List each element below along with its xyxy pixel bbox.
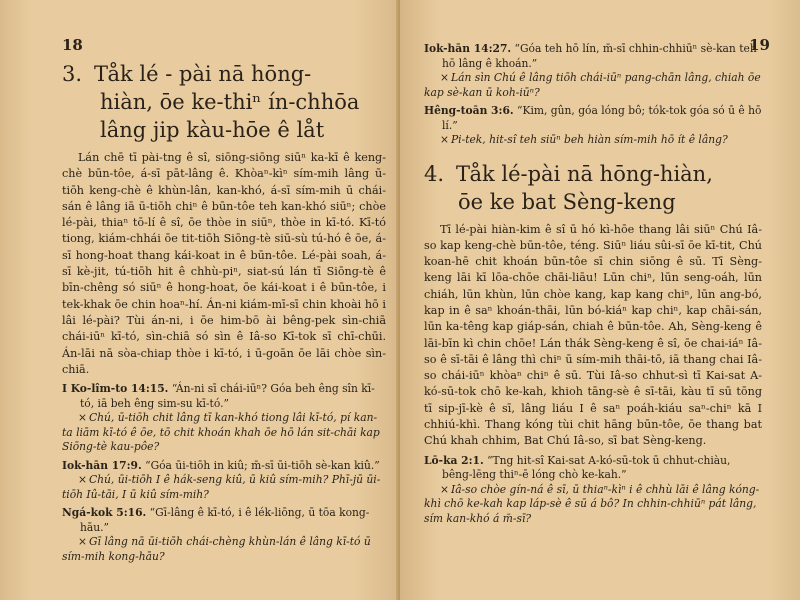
study-question — [62, 411, 386, 455]
verse-ref: Iok-hān 14:27. — [424, 42, 512, 55]
heading-line-2: ōe ke bat Sèng-keng — [458, 189, 676, 214]
verse-text: “Kim, gûn, góa lóng bô; tók-tok góa só ū ê hō lí.” — [442, 104, 762, 132]
scripture-verse — [62, 459, 386, 474]
verse-text: “Tng hit-sî Kai-sat A-kó-sū-tok ū chhut-chiàu, bêng-lēng thiⁿ-ē lóng chò ke-kah.” — [442, 453, 731, 482]
study-question — [424, 483, 762, 527]
question-text: Chú, ūi-tiōh I ê hák-seng kiû, ū kiû sím-mih? Phī-jū ūi-tiōh Iû-tāi, I ū kiû sím-mih? — [62, 473, 381, 501]
heading-number: 4. — [424, 161, 445, 186]
cross-mark-icon: × — [440, 482, 449, 496]
page-number-left: 18 — [62, 36, 83, 54]
study-question — [62, 535, 386, 564]
cross-mark-icon: × — [78, 411, 87, 425]
heading-line-2: hiàn, ōe ke-thiⁿ ín-chhōa — [100, 90, 360, 114]
body-paragraph: Tī lé-pài hiàn-kim ê sî ū hó kì-hōe thang lâi siūⁿ Chú Iâ-so kap keng-chè būn-tôe, téng. Siūⁿ liáu sûi-sī ōe kī-tit, Chú koan-hē chit khoán būn-tôe sī chin siōng ê sū. Tī Sèng-keng lāi kī lōa-chōe chāi-liāu! Lūn chiⁿ, lūn seng-oáh, lūn chiáh, lūn khùn, lūn chòe kang, kap kang chiⁿ, lūn ang-bó, kap in ê saⁿ khoán-thāi, lūn bó-kiáⁿ kap chiⁿ, kap chāi-sán, lūn ka-têng kap giáp-sán, chiah ê būn-tôe. Ah, Sèng-keng ê lāi-bīn kì chin chōe! Lán thák Sèng-keng ê sî, ōe chai-iáⁿ Iâ-so ê sī-tāi ê lâng thì chiⁿ ū sím-mih thāi-tō, iā thang chai Iâ-so chái-iūⁿ khòaⁿ chiⁿ ê sū. Tùi Iâ-so chhut-sì tī Kai-sat A-kó-sū-tok chō ke-kah, khioh tāng-sè ê sī-tāi, kàu tī sū tōng tī sip-jī-kè ê sī, lâng liáu I ê saⁿ poáh-kiáu saⁿ-chiⁿ kā I chhiú-khì. Thang kóng tùi chit hāng būn-tôe, ōe thang bat Chú khah chhim, Bat Chú Iâ-so, sī bat Sèng-keng. — [424, 222, 762, 448]
verse-ref: Iok-hān 17:9. — [62, 458, 142, 472]
study-question — [62, 473, 386, 502]
verse-text: “Góa teh hō lín, m̄-sī chhin-chhiūⁿ sè-kan teh hō lâng ê khoán.” — [442, 42, 757, 70]
heading-line-1: Tåk lé-pài nā hōng-hiàn, — [456, 161, 713, 186]
question-text: Pi-tek, hit-sî teh siūⁿ beh hiàn sím-mih hō ít ê lâng? — [450, 133, 728, 146]
scripture-verse — [424, 454, 762, 483]
verse-ref: Ngá-kok 5:16. — [62, 506, 147, 520]
verse-text: “Án-ni sī chái-iūⁿ? Góa beh êng sîn kī-tó, iā beh êng sim-su kī-tó.” — [80, 382, 375, 410]
heading-line-1: Tåk lé - pài nā hōng- — [94, 62, 312, 86]
verse-ref: I Ko-lîm-to 14:15. — [62, 382, 169, 396]
cross-mark-icon: × — [440, 133, 449, 146]
verse-text: “Gī-lâng ê kī-tó, i ê lék-liōng, ū tōa kong-hāu.” — [80, 506, 370, 534]
verse-text: “Góa ūi-tiōh in kiû; m̄-sī ūi-tiōh sè-kan kiû.” — [145, 458, 380, 472]
cross-mark-icon: × — [78, 473, 87, 487]
heading-number: 3. — [62, 62, 83, 86]
scripture-verse — [424, 104, 762, 133]
question-text: Chú, ū-tiōh chit lâng tī kan-khó tiong lâi kī-tó, pí kan-ta liām kī-tó ê ōe, tō chit khoán khah ōe hō lán sit-chāi kap Siōng-tè kau-pôe? — [62, 411, 380, 454]
body-paragraph: Lán chē tī pài-tng ê sî, siōng-siōng siūⁿ ka-kī ê keng-chè būn-tôe, á-sī pāt-lâng ê. Khòaⁿ-kìⁿ sím-mih lâng ū-tiōh keng-chè ê khùn-lân, kan-khó, á-sī sím-mih ū chái-sán ê lâng iā ū-tiōh chiⁿ ê būn-tôe teh kan-khó siūⁿ; chòe lé-pài, thiaⁿ tō-lí ê sî, ōe thòe in siūⁿ, thòe in kī-tó. Kī-tó tiong, kiám-chhái ōe tit-tiōh Siōng-tè siū-sù tú-hó ê ōe, á-sī hong-hoat thang kái-koat in ê būn-tôe. Lé-pài soah, á-sī kè-jit, tú-tiōh hit ê chhù-piⁿ, siat-sú lán tī Siōng-tè ê bīn-chêng só siūⁿ ê hong-hoat, ōe kái-koat i ê būn-tôe, i tek-khak ōe chin hoaⁿ-hí. Án-ni kiám-mī-sī chin khoài hō i lâi lé-pài? Tùi án-ni, i ōe him-bō ài bêng-pek sìn-chiā chái-iūⁿ kī-tó, sìn-chiā só sìn ê Iâ-so Kī-tok sī chī-chūi. Án-lāi nā sòa-chiap thòe i kī-tó, i ū-goān ōe lāi chòe sìn-chiā. — [62, 151, 386, 376]
right-page — [400, 0, 800, 600]
cross-mark-icon: × — [440, 71, 449, 84]
page-number-right: 19 — [749, 36, 770, 54]
question-text: Gī lâng nā ūi-tiōh chái-chèng khùn-lán ê lâng kī-tó ū sím-mih kong-hāu? — [62, 535, 371, 563]
question-text: Iâ-so chòe gín-ná ê sī, ū thiaⁿ-kìⁿ i ê chhù lāi ê lâng kóng-khì chō ke-kah kap láp-sè ê sū á bô? In chhin-chhiūⁿ pát lâng, sím kan-khó á m̄-sī? — [424, 482, 760, 525]
scripture-verse — [62, 506, 386, 535]
scripture-verse — [424, 42, 762, 71]
verse-ref: Lō-ka 2:1. — [424, 453, 484, 467]
cross-mark-icon: × — [78, 535, 87, 549]
section-heading-4 — [424, 160, 762, 216]
study-question — [424, 133, 762, 148]
scripture-verse — [62, 382, 386, 411]
study-question — [424, 71, 762, 100]
verse-ref: Hêng-toān 3:6. — [424, 104, 514, 117]
section-heading-3 — [62, 60, 386, 144]
heading-line-3: lâng jip kàu-hōe ê låt — [100, 118, 325, 142]
question-text: Lán sìn Chú ê lâng tiōh chái-iūⁿ pang-chān lâng, chiah ōe kap sè-kan ū koh-iūⁿ? — [424, 71, 761, 99]
